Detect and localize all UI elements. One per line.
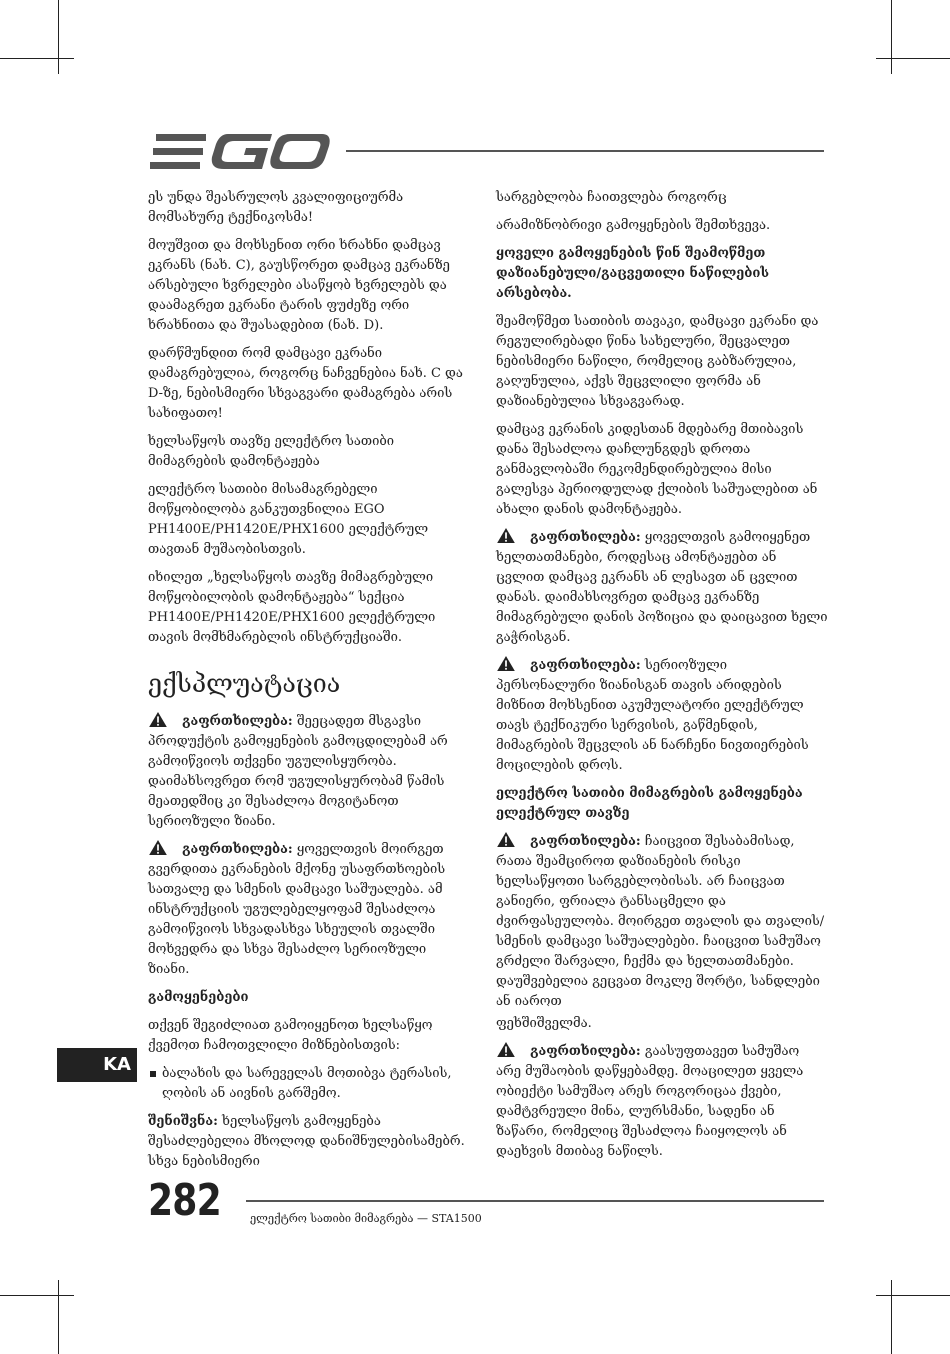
warning-label: გაფრთხილება: bbox=[530, 530, 641, 545]
language-tab: KA bbox=[57, 1048, 137, 1082]
warning-text: სერიოზული პერსონალური ზიანისგან თავის არიდების მიზნით მოხსენით აკუმულატორი ელექტრულ თავს ტექნიკური სერვისის, გაწმენდის, მიმაგრების შეცვლის ან ნარჩენი ნივთიერების მოცილების დროს. bbox=[496, 658, 809, 773]
warning-paragraph bbox=[496, 656, 828, 776]
header-rule bbox=[346, 150, 824, 152]
paragraph: დარწმუნდით რომ დამცავი ეკრანი დამაგრებულია, როგორც ნაჩვენებია ნახ. C და D-ზე, ნებისმიერი სხვაგვარი დამაგრება არის სახიფათო! bbox=[148, 346, 463, 421]
crop-mark bbox=[58, 1280, 59, 1354]
paragraph: ეს უნდა შეასრულოს კვალიფიციურმა მომსახურე ტექნიკოსმა! bbox=[148, 190, 404, 225]
list-item: ბალახის და სარეველას მოთიბვა ტერასის, ღობის ან აივნის გარშემო. bbox=[162, 1064, 470, 1104]
subheading: ელექტრო სათიბი მიმაგრების გამოყენება ელექტრულ თავზე bbox=[496, 786, 803, 821]
crop-mark bbox=[891, 1280, 892, 1354]
warning-text: გაასუფთავეთ სამუშაო არე მუშაობის დაწყებამდე. მოაცილეთ ყველა ობიექტი სამუშაო არეს როგორიცაა ქვები, დამტვრეული მინა, ლურსმანი, სადენი ან ზაწარი, რომელიც შესაძლოა ჩაიყოლოს ან დაეხვის მთიბავ ნაწილს. bbox=[496, 1044, 804, 1159]
footer-rule bbox=[246, 1200, 824, 1202]
warning-label: გაფრთხილება: bbox=[530, 658, 641, 673]
warning-icon bbox=[496, 656, 516, 671]
left-column bbox=[148, 188, 470, 1180]
footer-doc-title: ელექტრო სათიბი მიმაგრება — STA1500 bbox=[250, 1212, 482, 1225]
paragraph: დამცავ ეკრანის კიდესთან მდებარე მთიბავის დანა შესაძლოა დაჩლუნგდეს დროთა განმავლობაში რეკომენდირებულია მისი გალესვა პერიოდულად ქლიბის საშუალებით ან ახალი დანის დამონტაჟება. bbox=[496, 422, 818, 517]
crop-mark bbox=[876, 1295, 950, 1296]
warning-icon bbox=[148, 712, 168, 727]
warning-label: გაფრთხილება: bbox=[530, 1044, 641, 1059]
ego-logo bbox=[150, 134, 330, 170]
warning-text: ყოველთვის გამოიყენეთ ხელთათმანები, როდესაც ამონტაჟებთ ან ცვლით დამცავ ეკრანს ან ლესავთ ან ცვლით დანას. დაიმახსოვრეთ დამცავ ეკრანზე მიმაგრებული დანის პოზიცია და დაიცავით ხელი გაჭრისგან. bbox=[496, 530, 828, 645]
right-column bbox=[496, 188, 828, 1170]
note-text: ხელსაწყოს გამოყენება შესაძლებელია მხოლოდ დანიშნულებისამებრ. სხვა ნებისმიერი bbox=[148, 1114, 465, 1169]
warning-paragraph bbox=[148, 840, 470, 980]
warning-paragraph bbox=[496, 832, 828, 1012]
warning-icon bbox=[148, 840, 168, 855]
crop-mark bbox=[0, 58, 74, 59]
warning-label: გაფრთხილება: bbox=[182, 842, 293, 857]
crop-mark bbox=[0, 1295, 74, 1296]
paragraph: არამიზნობრივი გამოყენების შემთხვევა. bbox=[496, 218, 771, 233]
warning-paragraph bbox=[496, 528, 828, 648]
note-paragraph bbox=[148, 1112, 470, 1172]
paragraph: შეამოწმეთ სათიბის თავაკი, დამცავი ეკრანი და რეგულირებადი წინა სახელური, შეცვალეთ ნებისმიერი ნაწილი, რომელიც გაბზარულია, გაღუნულია, აქვს შეცვლილი ფორმა ან დაზიანებულია სხვაგვარად. bbox=[496, 314, 819, 409]
warning-icon bbox=[496, 1042, 516, 1057]
paragraph: ხელსაწყოს თავზე ელექტრო სათიბი მიმაგრების დამონტაჟება bbox=[148, 434, 395, 469]
warning-paragraph bbox=[496, 1042, 828, 1162]
usage-list bbox=[148, 1064, 470, 1104]
warning-paragraph bbox=[148, 712, 470, 832]
crop-mark bbox=[891, 0, 892, 74]
crop-mark bbox=[58, 0, 59, 74]
warning-label: გაფრთხილება: bbox=[182, 714, 293, 729]
note-label: შენიშვნა: bbox=[148, 1114, 218, 1129]
page-number: 282 bbox=[148, 1175, 221, 1226]
paragraph: ფეხშიშველმა. bbox=[496, 1016, 592, 1031]
subheading-usage: გამოყენებები bbox=[148, 990, 249, 1005]
warning-icon bbox=[496, 528, 516, 543]
paragraph: ელექტრო სათიბი მისამაგრებელი მოწყობილობა განკუთვნილია EGO PH1400E/PH1420E/PHX1600 ელექტრულ თავთან მუშაობისთვის. bbox=[148, 482, 429, 557]
paragraph: სარგებლობა ჩაითვლება როგორც bbox=[496, 190, 727, 205]
paragraph: მოუშვით და მოხსენით ორი ხრახნი დამცავ ეკრანს (ნახ. C), გაუსწორეთ დამცავ ეკრანზე არსებული ხვრელები ასაწყობ ხვრელებს და დაამაგრეთ ეკრანი ტარის ფუძეზე ორი ხრახნითა და შუასადებით (ნახ. D). bbox=[148, 238, 450, 333]
warning-text: ყოველთვის მოირგეთ გვერდითა ეკრანების მქონე უსაფრთხოების სათვალე და სმენის დამცავი საშუალება. ამ ინსტრუქციის უგულებელყოფამ შესაძლოა გამოიწვიოს სხვადასხვა სხეულის თვალში მოხვედრა და სხვა შესაძლო სერიოზული ზიანი. bbox=[148, 842, 446, 977]
crop-mark bbox=[876, 58, 950, 59]
warning-text: ჩაიცვით შესაბამისად, რათა შეამციროთ დაზიანების რისკი ხელსაწყოთი სარგებლობისას. არ ჩაიცვათ განიერი, ფრიალა ტანსაცმელი და ძვირფასეულობა. მოირგეთ თვალის და თვალის/სმენის დამცავი საშუალებები. ჩაიცვით სამუშაო გრძელი შარვალი, ჩექმა და ხელთათმანები. დაუშვებელია გეცვათ მოკლე შორტი, სანდლები ან იაროთ bbox=[496, 834, 825, 1009]
warning-icon bbox=[496, 832, 516, 847]
subheading: ყოველი გამოყენების წინ შეამოწმეთ დაზიანებული/გაცვეთილი ნაწილების არსებობა. bbox=[496, 246, 770, 301]
section-title: ექსპლუატაცია bbox=[148, 669, 341, 698]
warning-label: გაფრთხილება: bbox=[530, 834, 641, 849]
warning-text: შეეცადეთ მსგავსი პროდუქტის გამოყენების გამოცდილებამ არ გამოიწვიოს თქვენი უგულისყურობა. დაიმახსოვრეთ რომ უგულისყურობამ წამის მეათედშიც კი შესაძლოა მოგიტანოთ სერიოზული ზიანი. bbox=[148, 714, 448, 829]
paragraph: იხილეთ „ხელსაწყოს თავზე მიმაგრებული მოწყობილობის დამონტაჟება“ სექცია PH1400E/PH1420E/PHX1600 ელექტრული თავის მომხმარებლის ინსტრუქციაში. bbox=[148, 570, 436, 645]
paragraph: თქვენ შეგიძლიათ გამოიყენოთ ხელსაწყო ქვემოთ ჩამოთვლილი მიზნებისთვის: bbox=[148, 1018, 433, 1053]
